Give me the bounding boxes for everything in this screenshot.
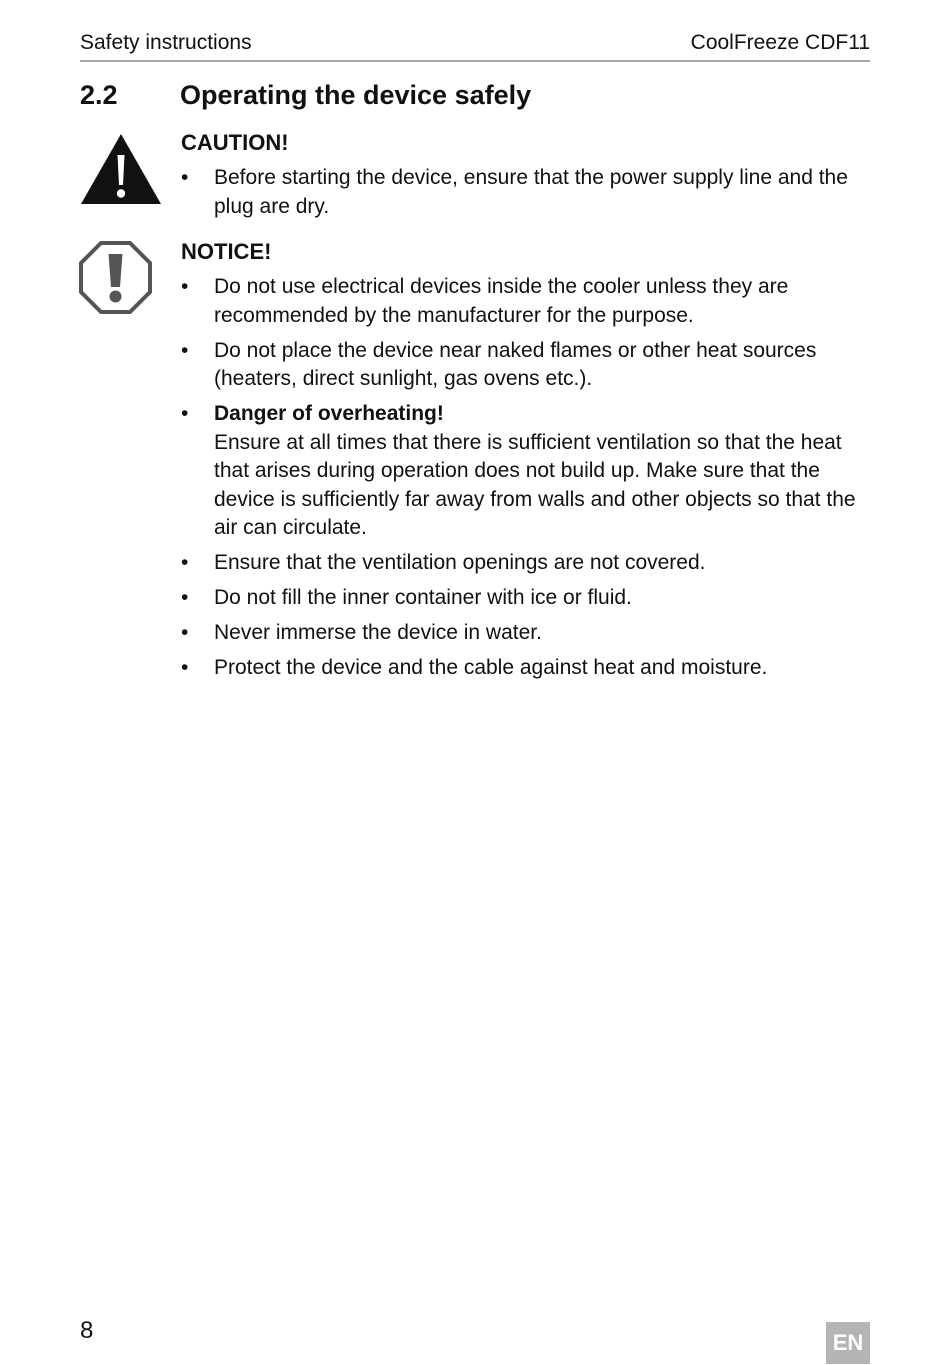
- list-item-text: Ensure that the ventilation openings are not covered.: [214, 551, 706, 574]
- bullet: •: [181, 275, 189, 298]
- list-item-text: Do not fill the inner container with ice or fluid.: [214, 586, 632, 609]
- list-item: [181, 164, 871, 221]
- bullet: •: [181, 586, 189, 609]
- list-item: [181, 273, 871, 330]
- section-number: 2.2: [80, 80, 118, 110]
- list-item: [181, 619, 871, 648]
- list-item: [181, 584, 871, 613]
- bullet: •: [181, 402, 189, 425]
- bullet: •: [181, 621, 189, 644]
- bullet: •: [181, 338, 189, 362]
- section-title: Operating the device safely: [180, 80, 532, 110]
- list-item: [181, 400, 871, 543]
- list-item: [181, 654, 871, 683]
- caution-label: CAUTION!: [181, 130, 289, 155]
- list-item-text: Never immerse the device in water.: [214, 621, 542, 644]
- warning-triangle-icon: [80, 133, 162, 205]
- exclamation-octagon-icon: [79, 241, 152, 314]
- notice-list: [181, 273, 871, 683]
- list-item-text: Protect the device and the cable against heat and moisture.: [214, 656, 768, 679]
- page-number: 8: [80, 1317, 94, 1344]
- caution-list: [181, 164, 871, 221]
- list-item: [181, 549, 871, 578]
- bullet: •: [181, 656, 189, 679]
- bullet: •: [181, 166, 189, 189]
- notice-block: [181, 237, 871, 689]
- bullet: •: [181, 551, 189, 574]
- caution-block: [181, 128, 871, 228]
- page-header: [80, 28, 870, 62]
- language-badge: EN: [826, 1322, 870, 1364]
- list-item-text: Before starting the device, ensure that the power supply line and the plug are dry.: [214, 166, 848, 218]
- header-section-name: Safety instructions: [80, 31, 252, 54]
- list-item: [181, 337, 871, 394]
- header-product-name: CoolFreeze CDF11: [690, 31, 870, 54]
- notice-label: NOTICE!: [181, 239, 272, 264]
- list-item-text: Ensure at all times that there is sufficient ventilation so that the heat that arises during operation does not build up. Make sure that the device is sufficiently far away from walls and other objects so that the air can circulate.: [214, 430, 856, 539]
- overheating-title: Danger of overheating!: [214, 402, 444, 425]
- list-item-text: Do not use electrical devices inside the cooler unless they are recommended by the manufacturer for the purpose.: [214, 275, 789, 327]
- list-item-text: Do not place the device near naked flames or other heat sources (heaters, direct sunlight, gas ovens etc.).: [214, 338, 817, 390]
